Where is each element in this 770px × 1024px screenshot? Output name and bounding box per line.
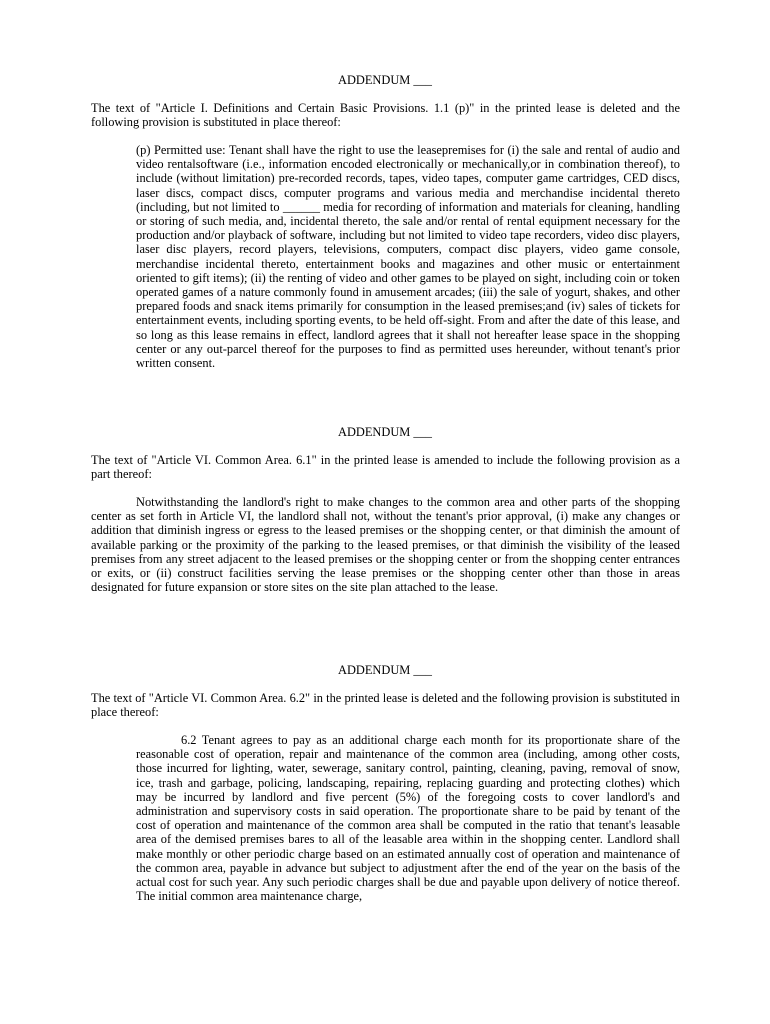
addendum-2-body: Notwithstanding the landlord's right to make changes to the common area and other parts of the shopping center as set forth in Article VI, the landlord shall not, without the tenant's prior approval, (i) make any changes or addition that diminish ingress or egress to the leased premises or the shopping center, or that diminish the amount of available parking or the proximity of the parking to the leased premises, or that diminish the visibility of the leased premises from any street adjacent to the leased premises or the shopping center or from the shopping center entrances or exits, or (ii) construct facilities serving the lease premises or the shopping center other than those in areas designated for future expansion or store sites on the site plan attached to the lease. xyxy=(91,495,680,595)
addendum-2-intro: The text of "Article VI. Common Area. 6.1" in the printed lease is amended to include the following provision as a part thereof: xyxy=(91,453,680,482)
addendum-1-body: (p) Permitted use: Tenant shall have the right to use the leasepremises for (i) the sale and rental of audio and video rentalsoftware (i.e., information encoded electronically or mechanically,or in combination thereof), to include (without limitation) pre-recorded records, tapes, video tapes, computer game cartridges, CED discs, laser discs, compact discs, computer programs and various media and merchandise incidental thereto (including, but not limited to ______ media for recording of information and materials for cleaning, handling or storing of such media, and, incidental thereto, the sale and/or rental of rental equipment necessary for the production and/or playback of software, including but not limited to video tape recorders, video disc players, laser disc players, record players, televisions, computers, compact disc players, video game console, merchandise incidental thereto, entertainment books and magazines and other music or entertainment oriented to gift items); (ii) the renting of video and other games to be played on sight, including coin or token operated games of a nature commonly found in amusement arcades; (iii) the sale of yogurt, shakes, and other prepared foods and snack items primarily for consumption in the leased premises;and (iv) sales of tickets for entertainment events, including sporting events, to be held off-sight. From and after the date of this lease, and so long as this lease remains in effect, landlord agrees that it shall not hereafter lease space in the shopping center or any out-parcel thereof for the purposes to find as permitted uses hereunder, without tenant's prior written consent. xyxy=(136,143,680,371)
addendum-heading-1: ADDENDUM ___ xyxy=(338,73,432,87)
addendum-3-body: 6.2 Tenant agrees to pay as an additional charge each month for its proportionate share of the reasonable cost of operation, repair and maintenance of the common area (including, among other costs, those incurred for lighting, water, sewerage, sanitary control, painting, cleaning, paving, removal of snow, ice, trash and garbage, policing, landscaping, repairing, replacing guarding and protecting clothes) which may be incurred by landlord and five percent (5%) of the foregoing costs to cover landlord's and administration and supervisory costs in said operation. The proportionate share to be paid by tenant of the cost of operation and maintenance of the common area shall be computed in the ratio that tenant's leasable area of the demised premises bares to all of the leasable area within in the shopping center. Landlord shall make monthly or other periodic charge based on an estimated annually cost of operation and maintenance of the common area, payable in advance but subject to adjustment after the end of the year on the basis of the actual cost for such year. Any such periodic charges shall be due and payable upon delivery of notice thereof. The initial common area maintenance charge, xyxy=(136,733,680,904)
addendum-1-intro: The text of "Article I. Definitions and Certain Basic Provisions. 1.1 (p)" in the printed lease is deleted and the following provision is substituted in place thereof: xyxy=(91,101,680,130)
addendum-heading-3: ADDENDUM ___ xyxy=(338,663,432,677)
addendum-3-intro: The text of "Article VI. Common Area. 6.2" in the printed lease is deleted and the following provision is substituted in place thereof: xyxy=(91,691,680,720)
addendum-heading-2: ADDENDUM ___ xyxy=(338,425,432,439)
